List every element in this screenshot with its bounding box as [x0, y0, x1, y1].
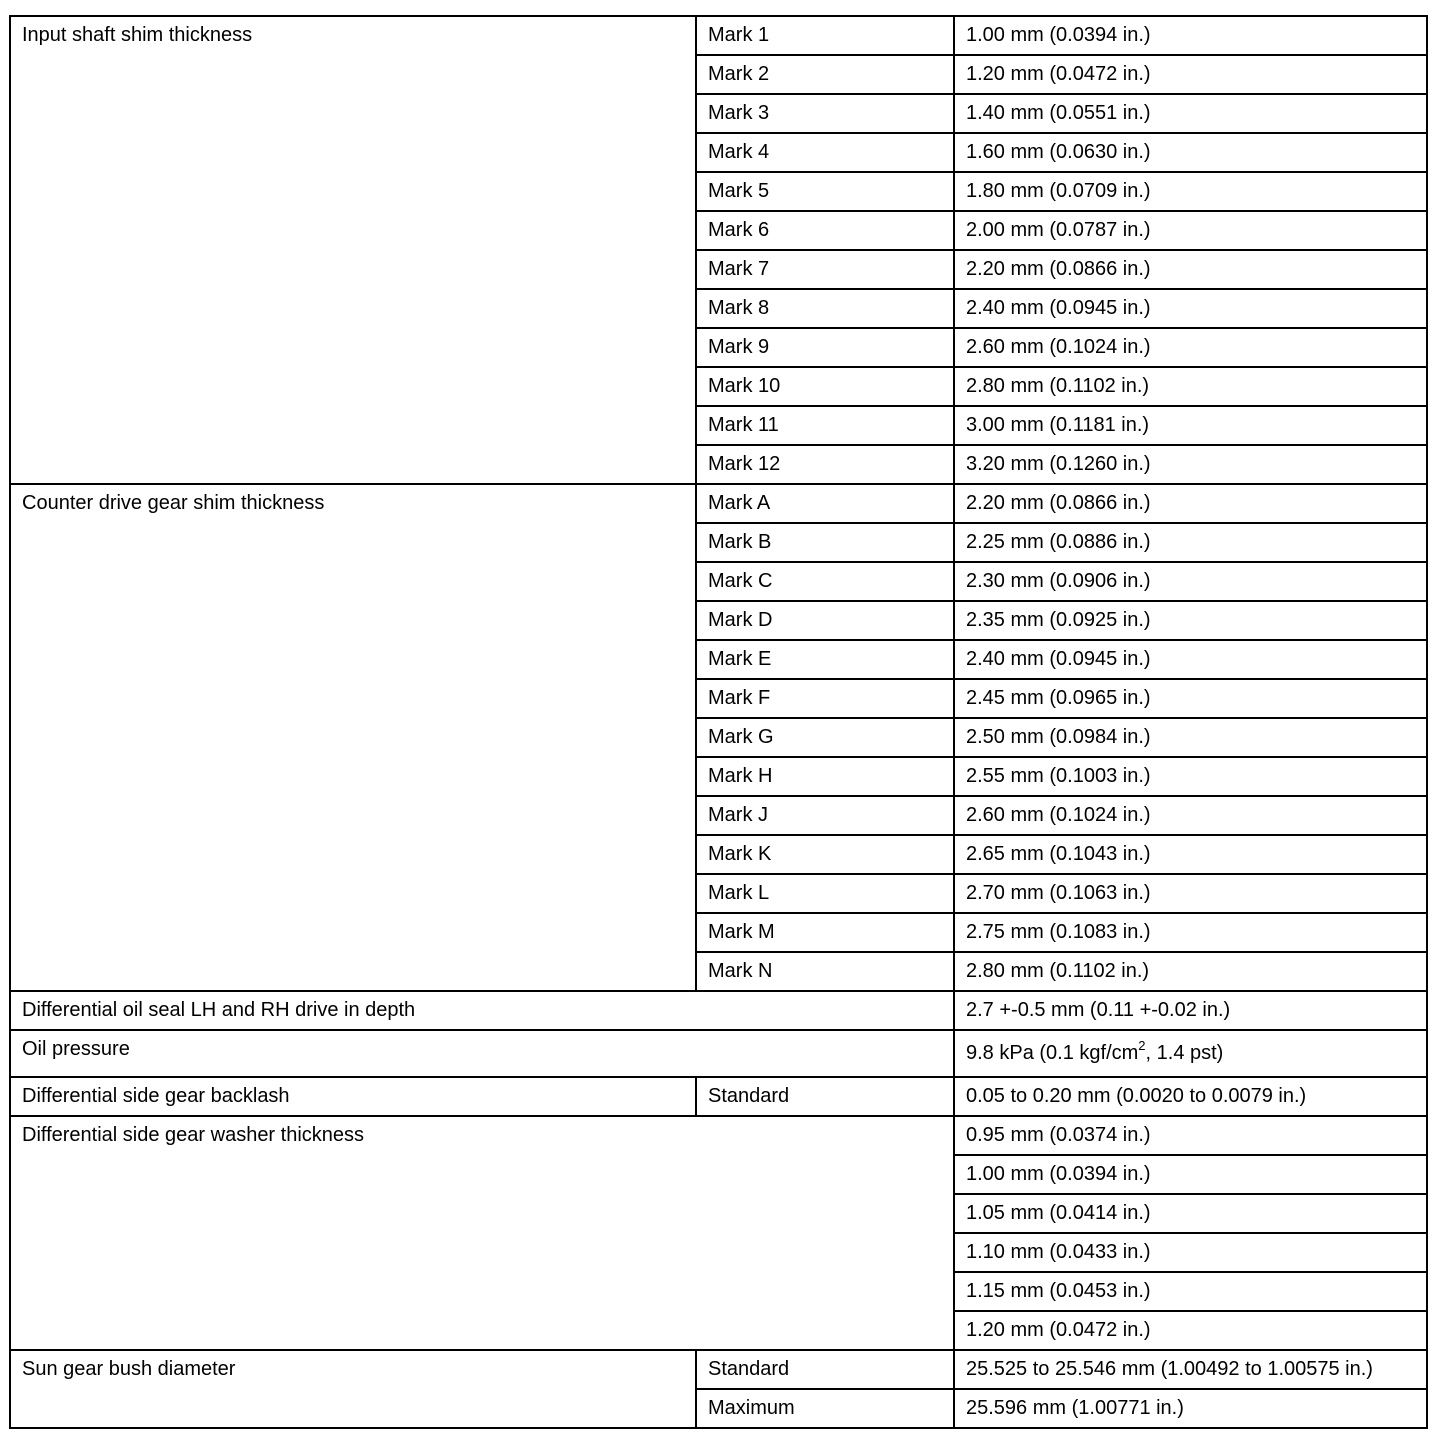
- mark-cell: Mark L: [696, 874, 954, 913]
- value-cell: 1.00 mm (0.0394 in.): [954, 1155, 1427, 1194]
- row-label-counter-drive: Counter drive gear shim thickness: [10, 484, 696, 991]
- table-row: [10, 1030, 1427, 1077]
- value-cell: 2.55 mm (0.1003 in.): [954, 757, 1427, 796]
- mark-cell: Mark K: [696, 835, 954, 874]
- mark-cell: Mark A: [696, 484, 954, 523]
- value-cell: 1.20 mm (0.0472 in.): [954, 55, 1427, 94]
- value-cell: 1.20 mm (0.0472 in.): [954, 1311, 1427, 1350]
- mark-cell: Mark G: [696, 718, 954, 757]
- value-cell: 25.596 mm (1.00771 in.): [954, 1389, 1427, 1428]
- value-cell: 2.50 mm (0.0984 in.): [954, 718, 1427, 757]
- mark-cell: Mark F: [696, 679, 954, 718]
- table-row: [10, 1350, 1427, 1389]
- row-label-sun-gear-bush: Sun gear bush diameter: [10, 1350, 696, 1428]
- value-cell: 2.40 mm (0.0945 in.): [954, 289, 1427, 328]
- row-label-diff-oil-seal: Differential oil seal LH and RH drive in depth: [10, 991, 954, 1030]
- value-cell: 1.15 mm (0.0453 in.): [954, 1272, 1427, 1311]
- row-label-oil-pressure: Oil pressure: [10, 1030, 954, 1077]
- row-label-input-shaft: Input shaft shim thickness: [10, 16, 696, 484]
- value-cell: 2.25 mm (0.0886 in.): [954, 523, 1427, 562]
- mark-cell: Mark 6: [696, 211, 954, 250]
- mark-cell: Mark 11: [696, 406, 954, 445]
- value-cell: 2.20 mm (0.0866 in.): [954, 250, 1427, 289]
- value-cell: 0.05 to 0.20 mm (0.0020 to 0.0079 in.): [954, 1077, 1427, 1116]
- value-cell: 2.65 mm (0.1043 in.): [954, 835, 1427, 874]
- oil-pressure-value-suffix: , 1.4 pst): [1145, 1042, 1224, 1064]
- table-row: [10, 16, 1427, 55]
- value-cell: 2.60 mm (0.1024 in.): [954, 796, 1427, 835]
- mark-cell: Mark 1: [696, 16, 954, 55]
- row-label-side-gear-washer: Differential side gear washer thickness: [10, 1116, 954, 1350]
- value-cell: 1.10 mm (0.0433 in.): [954, 1233, 1427, 1272]
- table-row: [10, 1116, 1427, 1155]
- mark-cell: Mark 5: [696, 172, 954, 211]
- value-cell: 1.80 mm (0.0709 in.): [954, 172, 1427, 211]
- mark-cell: Mark 4: [696, 133, 954, 172]
- value-cell: 2.80 mm (0.1102 in.): [954, 952, 1427, 991]
- mark-cell: Mark J: [696, 796, 954, 835]
- value-cell: 3.00 mm (0.1181 in.): [954, 406, 1427, 445]
- value-cell: 2.75 mm (0.1083 in.): [954, 913, 1427, 952]
- mark-cell: Mark E: [696, 640, 954, 679]
- mark-cell: Mark 10: [696, 367, 954, 406]
- mark-cell: Mark 12: [696, 445, 954, 484]
- sub-label-cell: Maximum: [696, 1389, 954, 1428]
- sub-label-cell: Standard: [696, 1350, 954, 1389]
- mark-cell: Mark N: [696, 952, 954, 991]
- mark-cell: Mark 3: [696, 94, 954, 133]
- mark-cell: Mark 9: [696, 328, 954, 367]
- table-row: [10, 991, 1427, 1030]
- value-cell: 0.95 mm (0.0374 in.): [954, 1116, 1427, 1155]
- value-cell: 3.20 mm (0.1260 in.): [954, 445, 1427, 484]
- mark-cell: Mark 2: [696, 55, 954, 94]
- value-cell: 2.40 mm (0.0945 in.): [954, 640, 1427, 679]
- mark-cell: Mark D: [696, 601, 954, 640]
- value-cell-oil-pressure: [954, 1030, 1427, 1077]
- value-cell: 25.525 to 25.546 mm (1.00492 to 1.00575 in.): [954, 1350, 1427, 1389]
- spec-table: [9, 15, 1428, 1429]
- oil-pressure-value-sup: 2: [1138, 1038, 1146, 1054]
- value-cell: 2.80 mm (0.1102 in.): [954, 367, 1427, 406]
- value-cell: 1.00 mm (0.0394 in.): [954, 16, 1427, 55]
- value-cell: 2.20 mm (0.0866 in.): [954, 484, 1427, 523]
- value-cell: 2.7 +-0.5 mm (0.11 +-0.02 in.): [954, 991, 1427, 1030]
- mark-cell: Mark C: [696, 562, 954, 601]
- mark-cell: Mark 8: [696, 289, 954, 328]
- value-cell: 1.60 mm (0.0630 in.): [954, 133, 1427, 172]
- row-label-side-gear-backlash: Differential side gear backlash: [10, 1077, 696, 1116]
- mark-cell: Mark 7: [696, 250, 954, 289]
- value-cell: 1.05 mm (0.0414 in.): [954, 1194, 1427, 1233]
- table-row: [10, 484, 1427, 523]
- table-row: [10, 1077, 1427, 1116]
- value-cell: 1.40 mm (0.0551 in.): [954, 94, 1427, 133]
- oil-pressure-value-prefix: 9.8 kPa (0.1 kgf/cm: [966, 1042, 1139, 1064]
- value-cell: 2.60 mm (0.1024 in.): [954, 328, 1427, 367]
- value-cell: 2.45 mm (0.0965 in.): [954, 679, 1427, 718]
- value-cell: 2.35 mm (0.0925 in.): [954, 601, 1427, 640]
- value-cell: 2.00 mm (0.0787 in.): [954, 211, 1427, 250]
- mark-cell: Mark M: [696, 913, 954, 952]
- value-cell: 2.30 mm (0.0906 in.): [954, 562, 1427, 601]
- sub-label-cell: Standard: [696, 1077, 954, 1116]
- mark-cell: Mark B: [696, 523, 954, 562]
- value-cell: 2.70 mm (0.1063 in.): [954, 874, 1427, 913]
- mark-cell: Mark H: [696, 757, 954, 796]
